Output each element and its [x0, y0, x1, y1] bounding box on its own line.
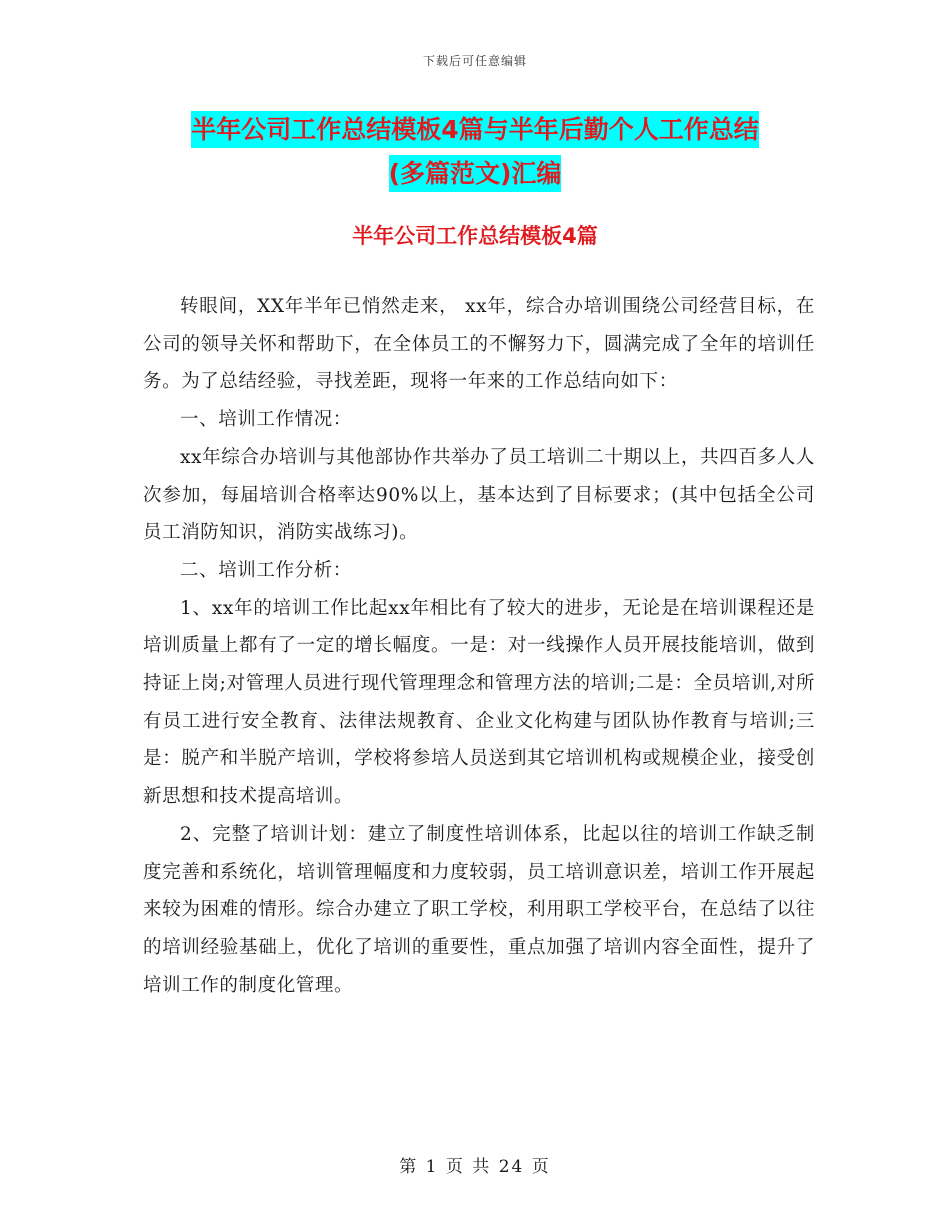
page-footer: 第 1 页 共 24 页	[399, 1157, 551, 1177]
body-subheading: 二、培训工作分析：	[180, 559, 352, 581]
body-paragraph: xx年综合办培训与其他部协作共举办了员工培训二十期以上，共四百多人人次参加，每届培训合格率达90%以上，基本达到了目标要求；(其中包括全公司员工消防知识，消防实战练习)。	[143, 446, 815, 544]
body-paragraph: 2、完整了培训计划：建立了制度性培训体系，比起以往的培训工作缺乏制度完善和系统化，培训管理幅度和力度较弱，员工培训意识差，培训工作开展起来较为困难的情形。综合办建立了职工学校，利用职工学校平台，在总结了以往的培训经验基础上，优化了培训的重要性，重点加强了培训内容全面性，提升了培训工作的制度化管理。	[143, 823, 815, 996]
section-heading: 半年公司工作总结模板4篇	[352, 224, 598, 248]
document-title-text-1: 半年公司工作总结模板4篇与半年后勤个人工作总结	[191, 111, 758, 148]
page-header-note: 下载后可任意编辑	[422, 54, 527, 68]
body-paragraph: 1、xx年的培训工作比起xx年相比有了较大的进步，无论是在培训课程还是培训质量上都有了一定的增长幅度。一是：对一线操作人员开展技能培训，做到持证上岗;对管理人员进行现代管理理念和管理方法的培训;二是：全员培训,对所有员工进行安全教育、法律法规教育、企业文化构建与团队协作教育与培训;三是：脱产和半脱产培训，学校将参培人员送到其它培训机构或规模企业，接受创新思想和技术提高培训。	[143, 597, 815, 808]
document-body	[143, 288, 815, 1004]
document-title-text-2: (多篇范文)汇编	[389, 155, 562, 192]
document-title-line-2	[140, 146, 810, 202]
body-subheading: 一、培训工作情况：	[180, 409, 352, 431]
body-paragraph: 转眼间，XX年半年已悄然走来， xx年，综合办培训围绕公司经营目标，在公司的领导关怀和帮助下，在全体员工的不懈努力下，圆满完成了全年的培训任务。为了总结经验，寻找差距，现将一年来的工作总结向如下：	[143, 296, 815, 393]
